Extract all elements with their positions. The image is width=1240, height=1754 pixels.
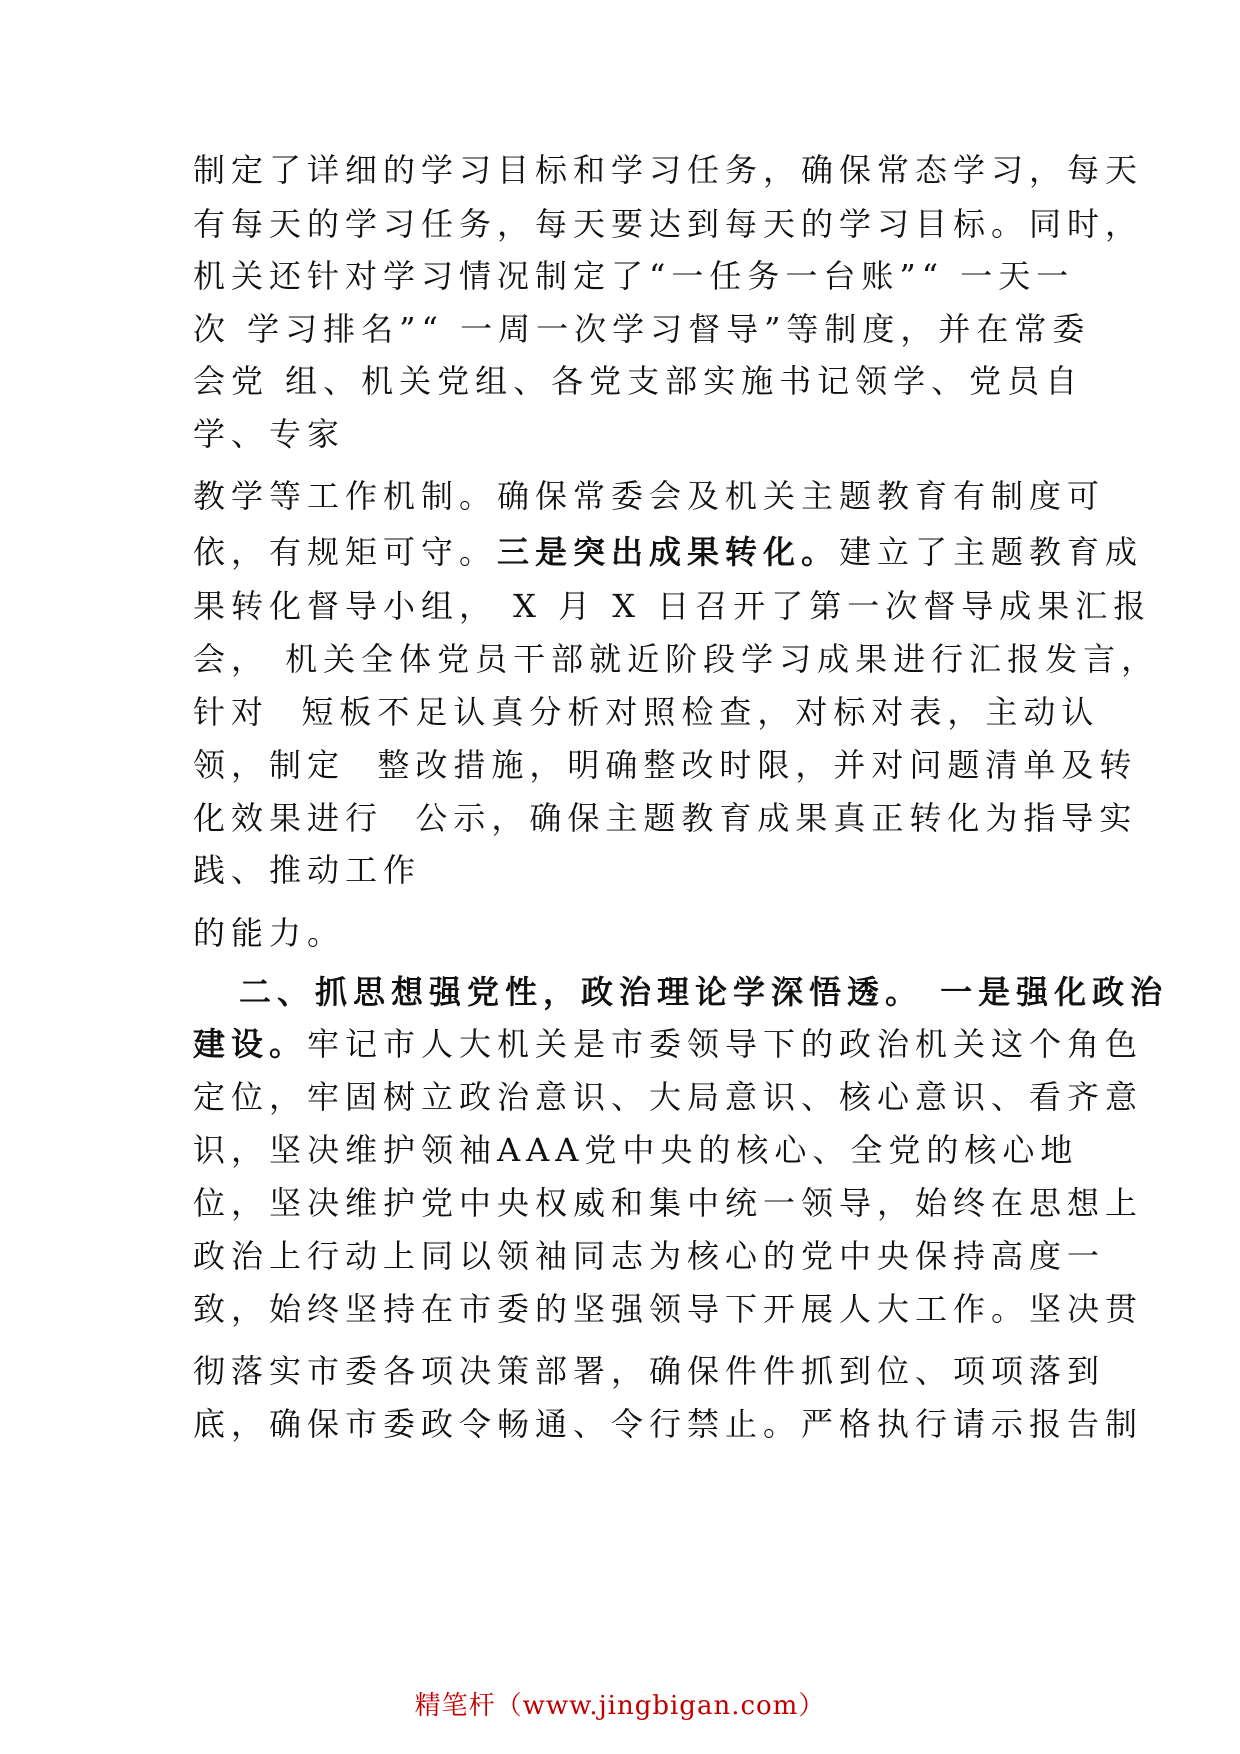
text-line-11: 针对 短板不足认真分析对照检查，对标对表，主动认 [193, 693, 1100, 731]
text-line-9: 果转化督导小组， X 月 X 日召开了第一次督导成果汇报 [193, 587, 1152, 625]
section-heading: 二、抓思想强党性，政治理论学深悟透。 一是强化政治 [239, 973, 1169, 1011]
bold-heading-inline: 三是突出成果转化。 [497, 533, 840, 571]
text-run: 依，有规矩可守。 [193, 533, 498, 571]
text-line-23: 底，确保市委政令畅通、令行禁止。严格执行请示报告制 [193, 1405, 1144, 1443]
text-line-10: 会， 机关全体党员干部就近阶段学习成果进行汇报发言， [193, 640, 1160, 678]
text-line-8 [193, 532, 1143, 572]
text-run: 牢记市人大机关是市委领导下的政治机关这个角色 [307, 1025, 1144, 1063]
text-line-19: 位，坚决维护党中央权威和集中统一领导，始终在思想上 [193, 1184, 1144, 1222]
text-line-4: 次 学习排名”“ 一周一次学习督导”等制度，并在常委 [193, 310, 1091, 348]
text-line-1: 制定了详细的学习目标和学习任务，确保常态学习，每天 [193, 151, 1144, 189]
text-line-22: 彻落实市委各项决策部署，确保件件抓到位、项项落到 [193, 1352, 1106, 1390]
text-run: 建立了主题教育成 [839, 533, 1144, 571]
text-line-5: 会党 组、机关党组、各党支部实施书记领学、党员自 [193, 362, 1084, 400]
text-line-2: 有每天的学习任务，每天要达到每天的学习目标。同时， [193, 205, 1144, 243]
text-line-13: 化效果进行 公示，确保主题教育成果真正转化为指导实 [193, 799, 1138, 837]
text-line-3: 机关还针对学习情况制定了“一任务一台账”“ 一天一 [193, 257, 1075, 295]
text-line-16 [193, 1024, 1143, 1064]
text-line-21: 致，始终坚持在市委的坚强领导下开展人大工作。坚决贯 [193, 1290, 1144, 1328]
bold-heading-inline: 建设。 [193, 1025, 308, 1063]
text-line-17: 定位，牢固树立政治意识、大局意识、核心意识、看齐意 [193, 1078, 1144, 1116]
text-line-20: 政治上行动上同以领袖同志为核心的党中央保持高度一 [193, 1237, 1106, 1275]
footer-watermark-link[interactable]: 精笔杆（www.jingbigan.com） [414, 1691, 826, 1721]
text-line-6: 学、专家 [193, 415, 346, 453]
text-line-12: 领，制定 整改措施，明确整改时限，并对问题清单及转 [193, 746, 1138, 784]
text-line-15: 的能力。 [193, 914, 346, 952]
text-line-14: 践、推动工作 [193, 851, 422, 889]
text-line-18: 识，坚决维护领袖AAA党中央的核心、全党的核心地 [193, 1131, 1079, 1169]
text-line-7: 教学等工作机制。确保常委会及机关主题教育有制度可 [193, 477, 1106, 515]
